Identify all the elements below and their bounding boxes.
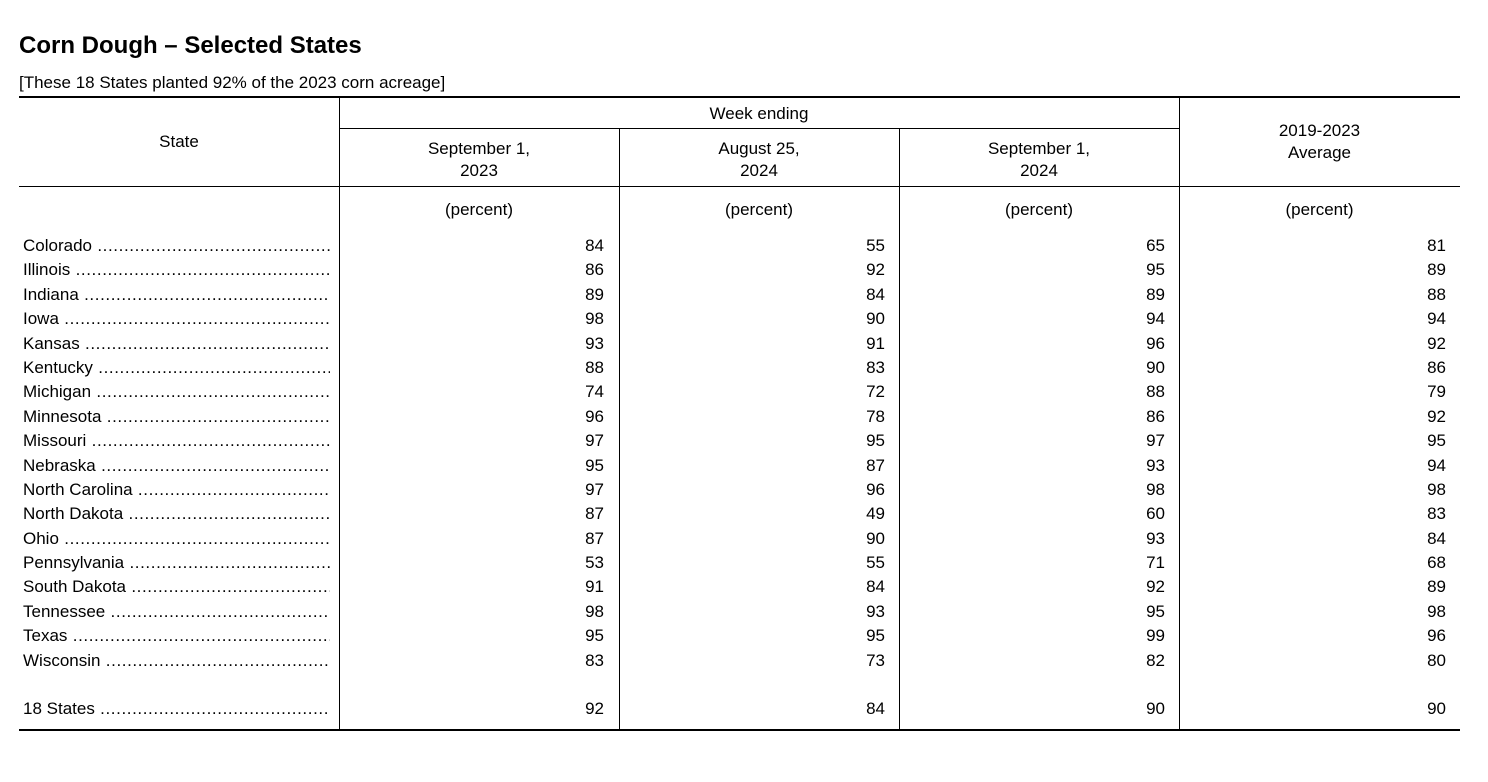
value-average: 88 <box>1427 284 1446 304</box>
value-average: 86 <box>1427 357 1446 377</box>
value-sep-2024: 92 <box>1146 577 1165 597</box>
table-row <box>19 575 1460 599</box>
value-aug-2024: 84 <box>866 284 885 304</box>
week-ending-rule <box>339 128 1179 129</box>
total-label: 18 States ..... <box>23 697 330 721</box>
column-header-average: 2019-2023 Average <box>1278 121 1361 162</box>
unit-label: (percent) <box>724 200 794 219</box>
value-sep-2023: 95 <box>585 626 604 646</box>
state-name: Tennessee ..... <box>23 600 330 624</box>
value-sep-2023: 53 <box>585 553 604 573</box>
state-name: North Dakota ..... <box>23 502 330 526</box>
value-aug-2024: 49 <box>866 504 885 524</box>
value-average: 89 <box>1427 577 1446 597</box>
value-average: 92 <box>1427 406 1446 426</box>
value-sep-2024: 97 <box>1146 431 1165 451</box>
value-sep-2024: 99 <box>1146 626 1165 646</box>
value-average: 95 <box>1427 431 1446 451</box>
state-name: North Carolina ..... <box>23 478 330 502</box>
value-aug-2024: 91 <box>866 333 885 353</box>
value-sep-2023: 88 <box>585 357 604 377</box>
state-name: Michigan ..... <box>23 380 330 404</box>
value-sep-2023: 98 <box>585 601 604 621</box>
value-sep-2023: 86 <box>585 260 604 280</box>
column-header-sep-2024: September 1, 2024 <box>987 139 1091 180</box>
value-aug-2024: 93 <box>866 601 885 621</box>
table-body <box>19 234 1460 721</box>
value-sep-2024: 98 <box>1146 479 1165 499</box>
state-name: Nebraska ..... <box>23 454 330 478</box>
table-row <box>19 624 1460 648</box>
page-title: Corn Dough – Selected States <box>19 32 362 59</box>
state-column-header: State <box>159 132 199 151</box>
table-row <box>19 478 1460 502</box>
table-row <box>19 332 1460 356</box>
table-row <box>19 527 1460 551</box>
value-sep-2023: 97 <box>585 479 604 499</box>
value-sep-2023: 91 <box>585 577 604 597</box>
value-average: 68 <box>1427 553 1446 573</box>
state-name: Missouri ..... <box>23 429 330 453</box>
value-aug-2024: 78 <box>866 406 885 426</box>
value-sep-2024: 96 <box>1146 333 1165 353</box>
table-row <box>19 551 1460 575</box>
value-average: 98 <box>1427 479 1446 499</box>
value-sep-2024: 71 <box>1146 553 1165 573</box>
value-average: 94 <box>1427 455 1446 475</box>
column-header-aug-2024: August 25, 2024 <box>718 139 800 180</box>
value-sep-2024: 88 <box>1146 382 1165 402</box>
unit-label: (percent) <box>1004 200 1074 219</box>
value-sep-2024: 93 <box>1146 455 1165 475</box>
total-average: 90 <box>1427 699 1446 719</box>
state-name: Illinois ..... <box>23 258 330 282</box>
value-aug-2024: 90 <box>866 528 885 548</box>
state-name: Pennsylvania ..... <box>23 551 330 575</box>
value-aug-2024: 84 <box>866 577 885 597</box>
value-sep-2023: 89 <box>585 284 604 304</box>
table-row <box>19 649 1460 673</box>
value-sep-2024: 89 <box>1146 284 1165 304</box>
table-row <box>19 258 1460 282</box>
state-name: South Dakota ..... <box>23 575 330 599</box>
value-aug-2024: 55 <box>866 553 885 573</box>
state-name: Kentucky ..... <box>23 356 330 380</box>
value-aug-2024: 95 <box>866 431 885 451</box>
value-average: 94 <box>1427 309 1446 329</box>
value-average: 80 <box>1427 650 1446 670</box>
value-sep-2024: 95 <box>1146 601 1165 621</box>
value-sep-2023: 98 <box>585 309 604 329</box>
state-name: Texas ..... <box>23 624 330 648</box>
table-row <box>19 405 1460 429</box>
value-sep-2023: 87 <box>585 528 604 548</box>
value-sep-2024: 60 <box>1146 504 1165 524</box>
table-row <box>19 283 1460 307</box>
state-name: Minnesota ..... <box>23 405 330 429</box>
value-aug-2024: 72 <box>866 382 885 402</box>
value-sep-2023: 87 <box>585 504 604 524</box>
state-name: Ohio ..... <box>23 527 330 551</box>
value-sep-2024: 90 <box>1146 357 1165 377</box>
value-aug-2024: 83 <box>866 357 885 377</box>
table-row <box>19 356 1460 380</box>
table-row <box>19 600 1460 624</box>
value-sep-2023: 84 <box>585 236 604 255</box>
total-aug-2024: 84 <box>866 699 885 719</box>
header-bottom-rule <box>19 186 1460 187</box>
value-aug-2024: 87 <box>866 455 885 475</box>
table-row <box>19 454 1460 478</box>
column-header-sep-2023: September 1, 2023 <box>427 139 531 180</box>
table-row <box>19 502 1460 526</box>
value-aug-2024: 96 <box>866 479 885 499</box>
value-average: 92 <box>1427 333 1446 353</box>
value-aug-2024: 55 <box>866 236 885 255</box>
value-average: 83 <box>1427 504 1446 524</box>
unit-label: (percent) <box>444 200 514 219</box>
total-sep-2024: 90 <box>1146 699 1165 719</box>
state-name: Wisconsin ..... <box>23 649 330 673</box>
value-average: 98 <box>1427 601 1446 621</box>
table-bottom-rule <box>19 729 1460 731</box>
value-average: 96 <box>1427 626 1446 646</box>
value-sep-2023: 96 <box>585 406 604 426</box>
total-sep-2023: 92 <box>585 699 604 719</box>
state-name: Kansas ..... <box>23 332 330 356</box>
value-sep-2024: 93 <box>1146 528 1165 548</box>
value-aug-2024: 73 <box>866 650 885 670</box>
week-ending-header: Week ending <box>709 104 809 123</box>
value-aug-2024: 90 <box>866 309 885 329</box>
state-name: Indiana ..... <box>23 283 330 307</box>
value-sep-2023: 97 <box>585 431 604 451</box>
value-average: 89 <box>1427 260 1446 280</box>
state-name: Colorado ..... <box>23 234 330 258</box>
value-aug-2024: 95 <box>866 626 885 646</box>
value-sep-2024: 82 <box>1146 650 1165 670</box>
table-top-rule <box>19 96 1460 98</box>
value-sep-2024: 94 <box>1146 309 1165 329</box>
table-row <box>19 429 1460 453</box>
value-average: 79 <box>1427 382 1446 402</box>
value-sep-2023: 83 <box>585 650 604 670</box>
value-sep-2024: 86 <box>1146 406 1165 426</box>
value-average: 81 <box>1427 236 1446 255</box>
table-row <box>19 234 1460 258</box>
state-name: Iowa ..... <box>23 307 330 331</box>
unit-label: (percent) <box>1285 200 1354 219</box>
total-row <box>19 697 1460 721</box>
table-row <box>19 307 1460 331</box>
value-sep-2023: 93 <box>585 333 604 353</box>
page-subtitle: [These 18 States planted 92% of the 2023 corn acreage] <box>19 73 446 92</box>
value-sep-2023: 95 <box>585 455 604 475</box>
value-sep-2024: 95 <box>1146 260 1165 280</box>
value-aug-2024: 92 <box>866 260 885 280</box>
value-average: 84 <box>1427 528 1446 548</box>
value-sep-2024: 65 <box>1146 236 1165 255</box>
table-row <box>19 380 1460 404</box>
value-sep-2023: 74 <box>585 382 604 402</box>
